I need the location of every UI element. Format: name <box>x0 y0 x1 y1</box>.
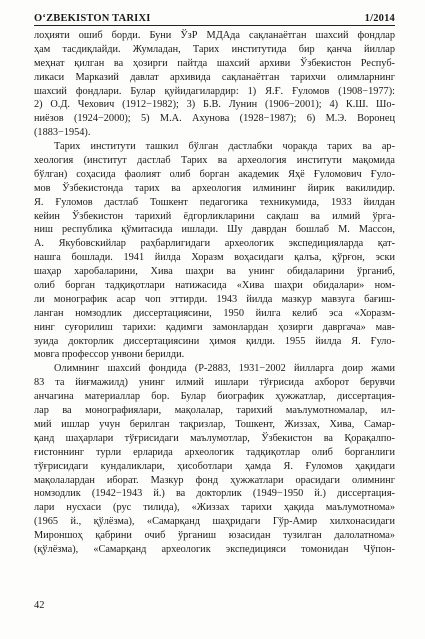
text-line: Олимнинг шахсий фондида (Р-2883, 1931−2002 йилларга доир жами <box>54 363 395 375</box>
text-line: (1965 й., қўлёзма), «Самарқанд шаҳридаги Гўр-Амир хилхонасидаги <box>34 516 395 528</box>
text-line: лари нусхаси (рус тилида), «Жиззах тарихи ҳақида маълумотнома» <box>34 502 395 514</box>
text-line: Я. Ғуломов дастлаб Тошкент педагогика техникумида, 1933 йилдан <box>34 196 395 208</box>
running-head <box>34 8 395 24</box>
body-text <box>34 29 395 557</box>
text-line: ланган номзодлик диссертациясини, 1950 йилга келиб эса «Хоразм- <box>34 307 395 319</box>
text-line: зуида докторлик диссертациясини ҳимоя қилди. 1955 йилда Я. Ғуло- <box>34 335 395 347</box>
text-line: меҳнат қилган ва ҳозирги пайтда шахсий архиви Ўзбекистон Респуб- <box>34 57 395 69</box>
text-line: (қўлёзма), «Самарқанд археологик экспедицияси томонидан Чўпон- <box>34 543 395 555</box>
text-line: номзодлик (1942−1943 й.) ва докторлик (1949−1950 й.) диссертация- <box>34 488 395 500</box>
text-line: Тарих институти ташкил бўлган дастлабки чоракда тарих ва ар- <box>54 141 395 153</box>
text-line: қанд шаҳарлари тўғрисидаги маълумотлар, Ўзбекистон ва Қорақалпо- <box>34 432 395 444</box>
text-line: ниёзов (1924−2000); 5) М.А. Ахунова (1928−1987); 6) М.Э. Воронец <box>34 113 395 125</box>
text-line: ғистоннинг турли ерларида археологик тадқиқотлар олиб борганлиги <box>34 446 395 458</box>
text-line: мовга профессор унвони берилди. <box>34 349 185 361</box>
text-line: ли монографик асар чоп эттирди. 1943 йилда мазкур мавзуга бағиш- <box>34 293 395 305</box>
text-line: ниш республика қўмитасида ишлади. Шу даврдан бошлаб М. Массон, <box>34 224 395 236</box>
text-line: нашга бошлади. 1941 йилда Хоразм воҳасидаги қалъа, қўрғон, эски <box>34 252 395 264</box>
text-line: бўлган) соҳасида фаолият олиб борган академик Яҳё Ғуломович Ғуло- <box>34 168 395 180</box>
text-line: тўғрисидаги кундаликлари, ҳисоботлари ҳамда Я. Ғуломов ҳақидаги <box>34 460 395 472</box>
issue-number: 1/2014 <box>364 13 395 24</box>
text-line: мақолалардан иборат. Мазкур фонд ҳужжатлари орасидаги олимнинг <box>34 474 395 486</box>
text-line: (1883−1954). <box>34 127 91 139</box>
text-line: 83 та йиғмажилд) унинг илмий ишлари тўғрисида ахборот берувчи <box>34 377 395 389</box>
header-rule <box>34 25 395 26</box>
text-line: Мироншоҳ қабрини очиб ўрганиш юзасидан тузилган далолатнома» <box>34 530 395 542</box>
text-line: нинг суғорилиш тарихи: қадимги замонлардан ҳозирги давргача» мав- <box>34 321 395 333</box>
text-line: 2) О.Д. Чехович (1912−1982); 3) Б.В. Лунин (1906−2001); 4) К.Ш. Шо- <box>34 99 395 111</box>
text-line: олиб борган тадқиқотлари натижасида «Хива шаҳри обидалари» ном- <box>34 280 395 292</box>
text-line: анчагина материаллар бор. Булар биографик ҳужжатлар, диссертация- <box>34 391 395 403</box>
text-line: ликаси Марказий давлат архивида сақланаётган тарихчи олимларнинг <box>34 71 395 83</box>
text-line: шаҳар харобаларини, Хива шаҳри ва унинг обидаларини ўрганиб, <box>34 266 395 278</box>
text-line: А. Якубовскийлар раҳбарлигидаги археологик экспедицияларда қат- <box>34 238 395 250</box>
text-line: хеология (институт дастлаб Тарих ва археология институти мақомида <box>34 155 395 167</box>
text-line: кейин Ўзбекистон тарихий ёдгорликларини сақлаш ва илмий ўрга- <box>34 210 395 222</box>
text-line: мов Ўзбекистонда тарих ва археология илмининг йирик вакилидир. <box>34 182 395 194</box>
text-line: лар ва монографиялари, мақолалар, тарихий маълумотномалар, ил- <box>34 405 395 417</box>
text-line: ҳам тасдиқлайди. Жумладан, Тарих институтида бир қанча йиллар <box>34 43 395 55</box>
page-number: 42 <box>34 600 45 611</box>
journal-title: O‘ZBEKISTON TARIXI <box>34 13 151 24</box>
text-line: шахсий фондлари. Булар қуйидагилардир: 1) Я.Ғ. Ғуломов (1908−1977): <box>34 85 395 97</box>
text-line: лоҳияти ошиб борди. Буни ЎзР МДАда сақланаётган шахсий фондлар <box>34 30 395 41</box>
text-line: мий ишлар учун берилган тақризлар, Тошкент, Жиззах, Хива, Самар- <box>34 418 395 430</box>
